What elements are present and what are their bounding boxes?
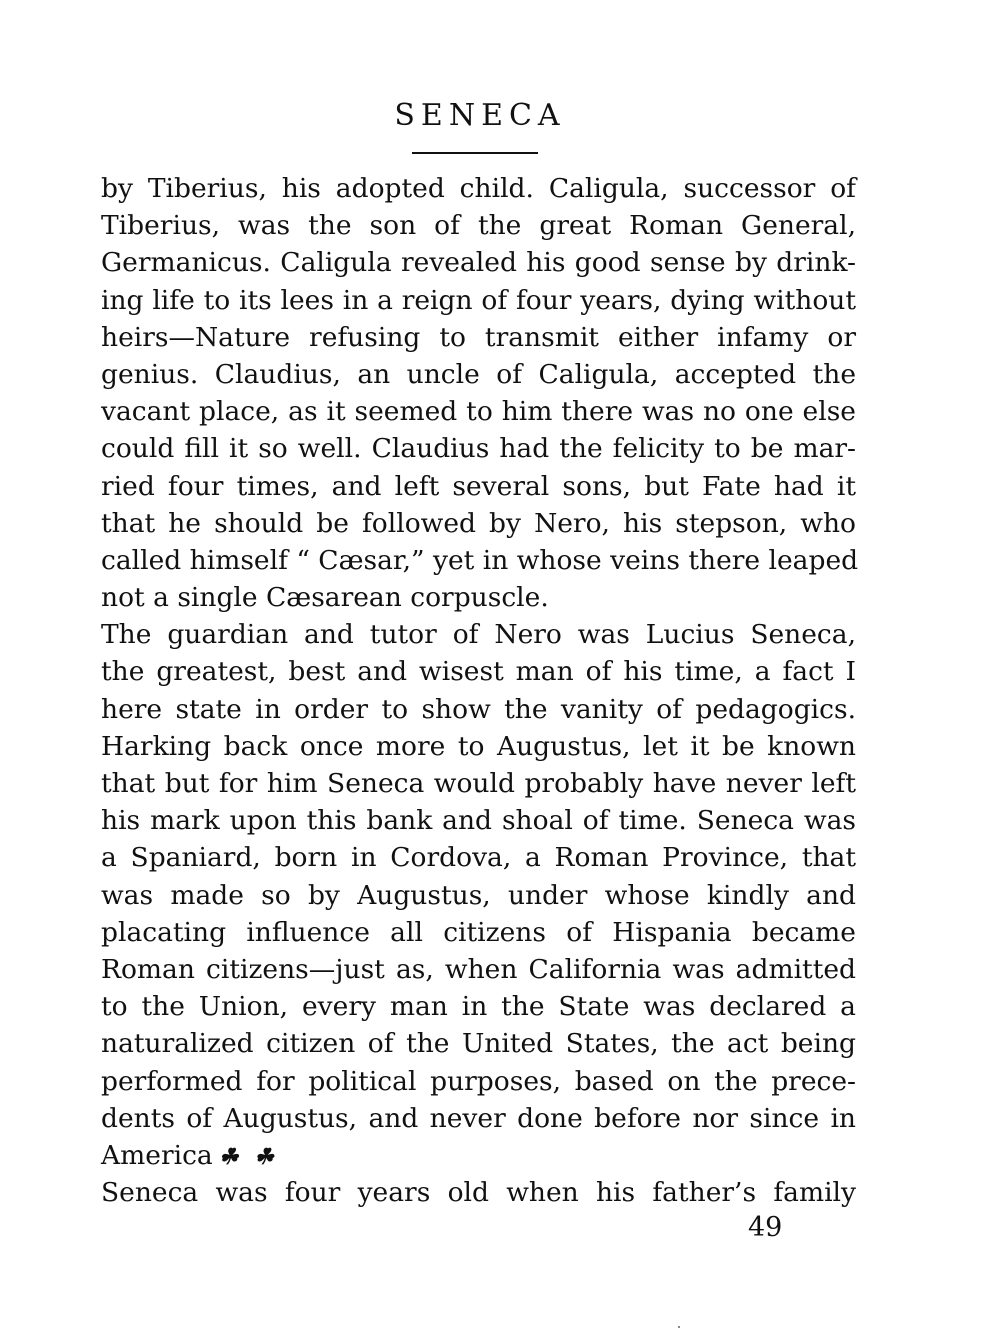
text-line: the greatest, best and wisest man of his time, a fact I — [101, 656, 856, 688]
text-line: ried four times, and left several sons, but Fate had it — [101, 470, 856, 502]
text-line: The guardian and tutor of Nero was Lucius Seneca, — [101, 619, 856, 651]
body-text — [101, 170, 859, 1211]
text-line: that but for him Seneca would probably have never left — [101, 768, 856, 799]
text-line: performed for political purposes, based on the prece- — [101, 1065, 856, 1097]
text-line: could fill it so well. Claudius had the felicity to be mar- — [101, 433, 856, 465]
text-line: Germanicus. Caligula revealed his good sense by drink- — [101, 247, 856, 279]
leaf-ornament-icon: ☘ ☘ — [218, 1143, 278, 1170]
text-line: vacant place, as it seemed to him there was no one else — [101, 396, 856, 428]
print-speck — [678, 1326, 680, 1328]
text-line: to the Union, every man in the State was declared a — [101, 991, 856, 1023]
text-line: Harking back once more to Augustus, let it be known — [101, 730, 856, 762]
text-line: ing life to its lees in a reign of four years, dying without — [101, 284, 856, 316]
text-line: Seneca was four years old when his father’s family — [101, 1177, 856, 1209]
page-number: 49 — [748, 1212, 783, 1243]
text-line: not a single Cæsarean corpuscle. — [101, 582, 549, 614]
text-line: his mark upon this bank and shoal of time. Seneca was — [101, 805, 856, 837]
running-head: SENECA — [394, 98, 566, 133]
text-line: genius. Claudius, an uncle of Caligula, accepted the — [101, 358, 856, 390]
text-line: Roman citizens—just as, when California was admitted — [101, 953, 856, 985]
text-line: Tiberius, was the son of the great Roman General, — [101, 210, 856, 242]
text-line: naturalized citizen of the United States, the act being — [101, 1028, 856, 1060]
text-line: by Tiberius, his adopted child. Caligula, successor of — [101, 173, 856, 204]
head-rule — [412, 152, 538, 154]
text-line: a Spaniard, born in Cordova, a Roman Province, that — [101, 842, 856, 874]
text-line: heirs—Nature refusing to transmit either infamy or — [101, 321, 856, 353]
text-line-with-ornament — [101, 1137, 856, 1174]
text-line-end: America — [101, 1139, 213, 1171]
text-line: placating influence all citizens of Hispania became — [101, 916, 856, 948]
text-line: was made so by Augustus, under whose kindly and — [101, 879, 856, 911]
text-line: here state in order to show the vanity of pedagogics. — [101, 693, 856, 725]
text-line: called himself “ Cæsar,” yet in whose veins there leaped — [101, 544, 859, 576]
text-line: that he should be followed by Nero, his stepson, who — [101, 507, 856, 539]
text-line: dents of Augustus, and never done before nor since in — [101, 1102, 856, 1134]
